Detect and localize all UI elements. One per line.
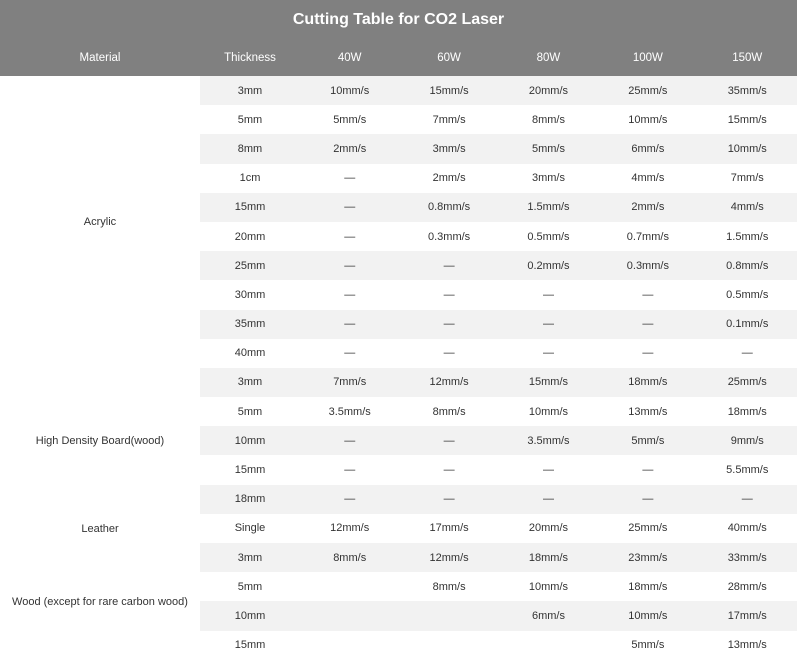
speed-cell: 13mm/s: [727, 639, 767, 652]
thickness-cell: 3mm: [237, 551, 263, 564]
speed-cell: 7mm/s: [432, 113, 466, 126]
header-80w: 80W: [536, 51, 561, 64]
speed-cell: 0.8mm/s: [726, 259, 769, 272]
speed-cell: 3mm/s: [432, 142, 466, 155]
speed-cell: —: [642, 318, 654, 331]
table-row: [200, 193, 797, 222]
speed-cell: 0.2mm/s: [527, 259, 570, 272]
speed-cell: 8mm/s: [531, 113, 565, 126]
speed-cell: 10mm/s: [727, 142, 767, 155]
speed-cell: 15mm/s: [528, 376, 569, 389]
table-row: [200, 601, 797, 630]
speed-cell: 33mm/s: [727, 551, 767, 564]
speed-cell: —: [344, 172, 356, 185]
table-row: [200, 222, 797, 251]
speed-cell: 0.5mm/s: [726, 288, 769, 301]
speed-cell: —: [344, 434, 356, 447]
speed-cell: 6mm/s: [531, 609, 565, 622]
header-row: [0, 39, 797, 76]
speed-cell: 2mm/s: [333, 142, 367, 155]
speed-cell: 23mm/s: [628, 551, 668, 564]
speed-cell: —: [344, 230, 356, 243]
speed-cell: —: [344, 347, 356, 360]
speed-cell: 10mm/s: [330, 84, 370, 97]
speed-cell: 8mm/s: [432, 580, 466, 593]
header-150w: 150W: [732, 51, 763, 64]
speed-cell: —: [443, 259, 455, 272]
speed-cell: —: [542, 318, 554, 331]
table-row: [200, 572, 797, 601]
speed-cell: 20mm/s: [528, 84, 569, 97]
speed-cell: 0.8mm/s: [427, 201, 471, 214]
speed-cell: —: [741, 347, 753, 360]
speed-cell: 10mm/s: [528, 580, 569, 593]
table-row: [200, 514, 797, 543]
thickness-cell: 15mm: [234, 464, 266, 477]
speed-cell: 18mm/s: [628, 376, 668, 389]
thickness-cell: 30mm: [234, 288, 266, 301]
speed-cell: 3mm/s: [531, 172, 565, 185]
speed-cell: 7mm/s: [333, 376, 367, 389]
table-row: [200, 455, 797, 484]
thickness-cell: 5mm: [237, 113, 263, 126]
table-row: [200, 339, 797, 368]
speed-cell: 5mm/s: [531, 142, 565, 155]
table-row: [200, 543, 797, 572]
speed-cell: 28mm/s: [727, 580, 767, 593]
speed-cell: 5mm/s: [631, 434, 665, 447]
speed-cell: 25mm/s: [628, 522, 668, 535]
table-body: [0, 76, 797, 659]
speed-cell: 15mm/s: [429, 84, 469, 97]
speed-cell: 12mm/s: [330, 522, 370, 535]
speed-cell: 17mm/s: [429, 522, 469, 535]
thickness-cell: 20mm: [234, 230, 266, 243]
material-label: Acrylic: [83, 216, 117, 228]
speed-cell: 2mm/s: [631, 201, 665, 214]
speed-cell: [300, 601, 399, 630]
speed-cell: 40mm/s: [727, 522, 767, 535]
speed-cell: —: [443, 464, 455, 477]
speed-cell: —: [542, 347, 554, 360]
speed-cell: —: [443, 493, 455, 506]
speed-cell: —: [344, 318, 356, 331]
speed-cell: [300, 631, 399, 660]
speed-cell: 0.3mm/s: [427, 230, 471, 243]
speed-cell: —: [344, 288, 356, 301]
speed-cell: —: [344, 201, 356, 214]
thickness-cell: 3mm: [237, 376, 263, 389]
speed-cell: [399, 601, 498, 630]
speed-cell: 18mm/s: [628, 580, 668, 593]
speed-cell: 35mm/s: [727, 84, 767, 97]
thickness-cell: 35mm: [234, 318, 266, 331]
thickness-cell: 18mm: [234, 493, 266, 506]
thickness-cell: 10mm: [234, 609, 266, 622]
speed-cell: —: [542, 493, 554, 506]
table-row: [200, 134, 797, 163]
speed-cell: [300, 572, 399, 601]
speed-cell: 18mm/s: [528, 551, 569, 564]
speed-cell: —: [443, 318, 455, 331]
speed-cell: —: [642, 493, 654, 506]
speed-cell: 2mm/s: [432, 172, 466, 185]
table-row: [200, 631, 797, 660]
speed-cell: 5mm/s: [333, 113, 367, 126]
thickness-cell: 5mm: [237, 580, 263, 593]
speed-cell: 8mm/s: [333, 551, 367, 564]
speed-cell: 10mm/s: [628, 609, 668, 622]
speed-cell: 15mm/s: [727, 113, 767, 126]
speed-cell: [499, 631, 598, 660]
thickness-cell: 15mm: [234, 201, 266, 214]
speed-cell: —: [443, 434, 455, 447]
table-row: [200, 251, 797, 280]
speed-cell: 6mm/s: [631, 142, 665, 155]
table-row: [200, 76, 797, 105]
material-label: Wood (except for rare carbon wood): [12, 595, 188, 608]
speed-cell: 0.7mm/s: [626, 230, 669, 243]
speed-cell: 8mm/s: [432, 405, 466, 418]
header-material: Material: [79, 51, 121, 64]
speed-cell: —: [642, 288, 654, 301]
speed-cell: 10mm/s: [628, 113, 668, 126]
speed-cell: —: [542, 288, 554, 301]
speed-cell: 0.1mm/s: [726, 318, 769, 331]
speed-cell: —: [344, 464, 356, 477]
thickness-cell: 25mm: [234, 259, 266, 272]
speed-cell: —: [741, 493, 753, 506]
speed-cell: 4mm/s: [730, 201, 764, 214]
table-row: [200, 105, 797, 134]
speed-cell: 5mm/s: [631, 639, 665, 652]
thickness-cell: 3mm: [237, 84, 263, 97]
material-label: High Density Board(wood): [35, 435, 165, 447]
speed-cell: 9mm/s: [730, 434, 764, 447]
speed-cell: 12mm/s: [429, 376, 469, 389]
thickness-cell: 5mm: [237, 405, 263, 418]
speed-cell: 0.3mm/s: [626, 259, 669, 272]
speed-cell: —: [443, 347, 455, 360]
speed-cell: [399, 631, 498, 660]
speed-cell: —: [542, 464, 554, 477]
table-row: [200, 280, 797, 309]
table-row: [200, 310, 797, 339]
thickness-cell: 8mm: [237, 142, 263, 155]
speed-cell: —: [344, 493, 356, 506]
table-row: [200, 426, 797, 455]
speed-cell: 18mm/s: [727, 405, 767, 418]
thickness-cell: 1cm: [239, 172, 261, 185]
speed-cell: 13mm/s: [628, 405, 668, 418]
table-row: [200, 164, 797, 193]
speed-cell: 25mm/s: [727, 376, 767, 389]
speed-cell: 4mm/s: [631, 172, 665, 185]
speed-cell: 20mm/s: [528, 522, 569, 535]
speed-cell: —: [344, 259, 356, 272]
thickness-cell: 40mm: [234, 347, 266, 360]
speed-cell: —: [443, 288, 455, 301]
speed-cell: 7mm/s: [730, 172, 764, 185]
table-row: [200, 397, 797, 426]
thickness-cell: Single: [234, 522, 266, 535]
thickness-cell: 15mm: [234, 639, 266, 652]
table-row: [200, 368, 797, 397]
thickness-cell: 10mm: [234, 434, 266, 447]
speed-cell: 1.5mm/s: [726, 230, 769, 243]
speed-cell: 1.5mm/s: [527, 201, 570, 214]
table-title: Cutting Table for CO2 Laser: [0, 0, 797, 39]
header-thickness: Thickness: [224, 51, 276, 64]
speed-cell: 5.5mm/s: [726, 464, 769, 477]
speed-cell: 3.5mm/s: [328, 405, 371, 418]
speed-cell: —: [642, 464, 654, 477]
speed-cell: 0.5mm/s: [527, 230, 570, 243]
material-column: [0, 76, 200, 659]
speed-cell: —: [642, 347, 654, 360]
speed-cell: 12mm/s: [429, 551, 469, 564]
speed-cell: 10mm/s: [528, 405, 569, 418]
header-60w: 60W: [437, 51, 461, 64]
header-100w: 100W: [632, 51, 663, 64]
table-row: [200, 485, 797, 514]
speed-cell: 3.5mm/s: [527, 434, 570, 447]
material-label: Leather: [81, 522, 119, 535]
speed-cell: 17mm/s: [727, 609, 767, 622]
header-40w: 40W: [337, 51, 362, 64]
speed-cell: 25mm/s: [628, 84, 668, 97]
data-rows: [200, 76, 797, 660]
